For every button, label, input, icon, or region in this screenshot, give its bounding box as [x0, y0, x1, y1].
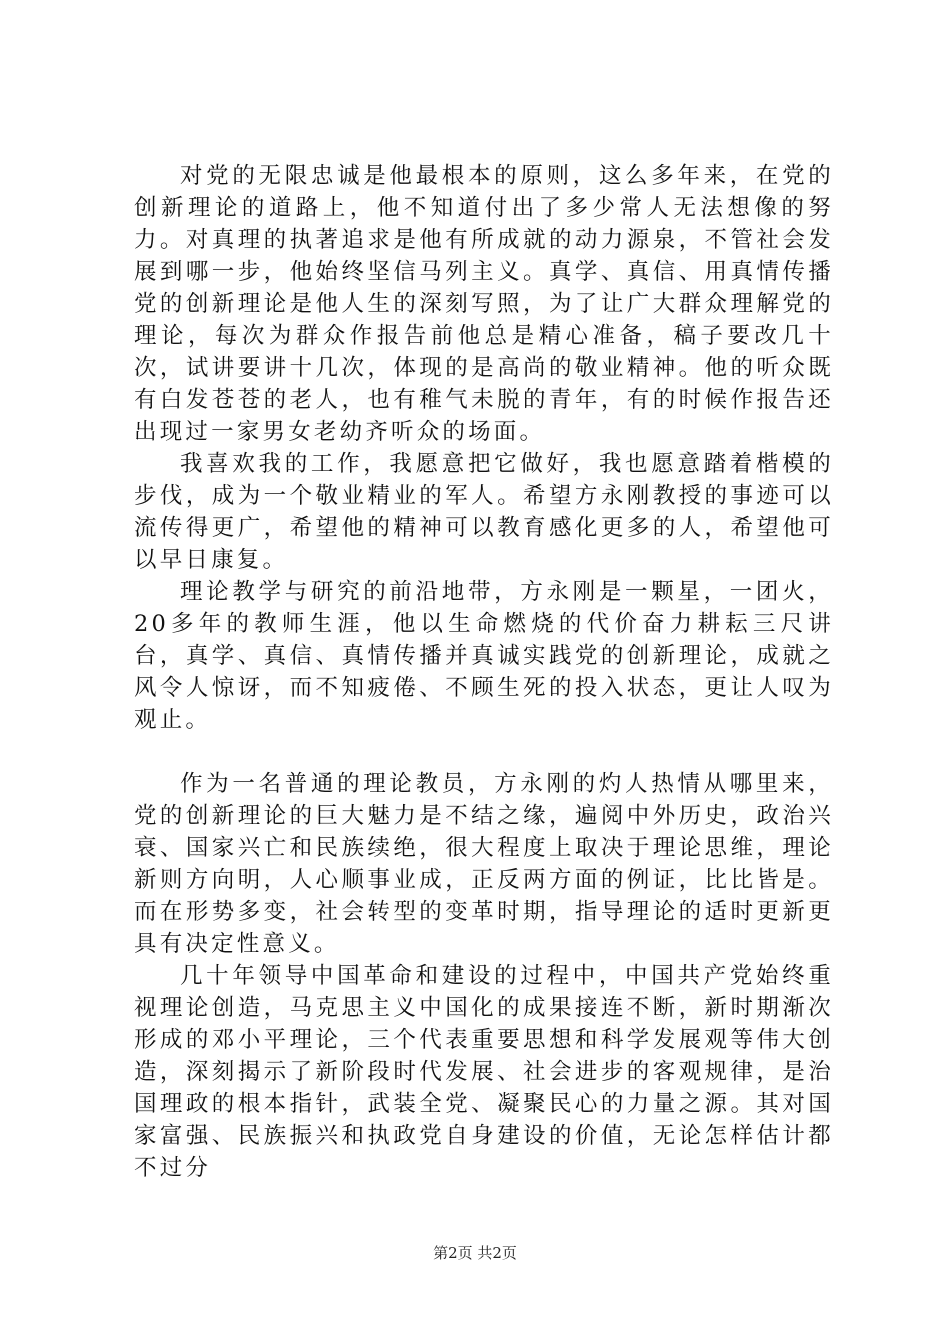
paragraph-1: 对党的无限忠诚是他最根本的原则，这么多年来，在党的创新理论的道路上，他不知道付出了多少常人无法想像的努力。对真理的执著追求是他有所成就的动力源泉，不管社会发展到哪一步，他始终坚信马列主义。真学、真信、用真情传播党的创新理论是他人生的深刻写照，为了让广大群众理解党的理论，每次为群众作报告前他总是精心准备，稿子要改几十次，试讲要讲十几次，体现的是高尚的敬业精神。他的听众既有白发苍苍的老人，也有稚气未脱的青年，有的时候作报告还出现过一家男女老幼齐听众的场面。 [134, 163, 834, 445]
paragraph-3: 理论教学与研究的前沿地带，方永刚是一颗星，一团火，20多年的教师生涯，他以生命燃烧的代价奋力耕耘三尺讲台，真学、真信、真情传播并真诚实践党的创新理论，成就之风令人惊讶，而不知疲倦、不顾生死的投入状态，更让人叹为观止。 [134, 579, 834, 733]
page-footer: 第2页 共2页 [433, 1244, 517, 1262]
paragraph-4: 作为一名普通的理论教员，方永刚的灼人热情从哪里来，党的创新理论的巨大魅力是不结之缘，遍阅中外历史，政治兴衰、国家兴亡和民族续绝，很大程度上取决于理论思维，理论新则方向明，人心顺事业成，正反两方面的例证，比比皆是。而在形势多变，社会转型的变革时期，指导理论的适时更新更具有决定性意义。 [134, 771, 834, 957]
paragraph-5: 几十年领导中国革命和建设的过程中，中国共产党始终重视理论创造，马克思主义中国化的成果接连不断，新时期渐次形成的邓小平理论，三个代表重要思想和科学发展观等伟大创造，深刻揭示了新阶段时代发展、社会进步的客观规律，是治国理政的根本指针，武装全党、凝聚民心的力量之源。其对国家富强、民族振兴和执政党自身建设的价值，无论怎样估计都不过分 [134, 963, 834, 1181]
document-body [134, 160, 834, 1184]
paragraph-2: 我喜欢我的工作，我愿意把它做好，我也愿意踏着楷模的步伐，成为一个敬业精业的军人。希望方永刚教授的事迹可以流传得更广，希望他的精神可以教育感化更多的人，希望他可以早日康复。 [134, 451, 834, 573]
